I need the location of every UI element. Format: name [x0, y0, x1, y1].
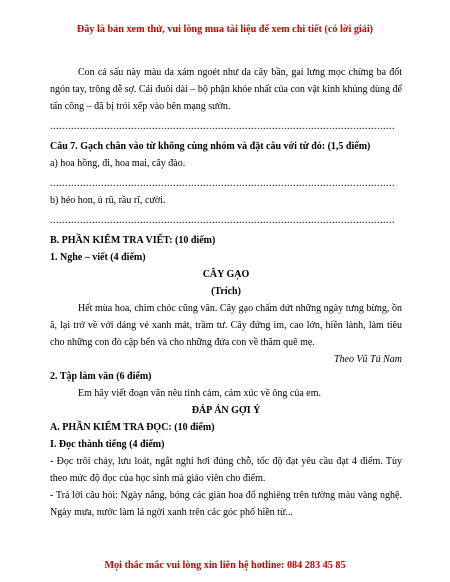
section-b-part2-text: Em hãy viết đoạn văn nêu tình cảm, cảm xúc về ông của em. [78, 388, 321, 399]
passage-paragraph: Con cá sấu này màu da xám ngoét như da cây bần, gai lưng mọc chừng ba đốt ngón tay, trông dễ sợ. Cái đuôi dài – bộ phận khỏe nhất của con vật kinh khủng dùng để tấn công – đã bị trói xếp vào bên mạng sườn. [50, 67, 402, 112]
poem-text: Hết mùa hoa, chim chóc cũng vãn. Cây gạo chấm dứt những ngày tưng bừng, ồn ã, lại trở về với dáng vẻ xanh mát, trầm tư. Cây đứng im, cao lớn, hiền lành, làm tiêu cho những con đò cập bến và cho những đứa con về thăm quê mẹ. [50, 303, 402, 348]
question7-title: Câu 7. Gạch chân vào từ không cùng nhóm và đặt câu với từ đó: (1,5 điểm) [50, 141, 371, 152]
preview-banner: Đây là bản xem thử, vui lòng mua tài liệu để xem chi tiết (có lời giải) [76, 24, 374, 35]
answer-title: ĐÁP ÁN GỢI Ý [191, 405, 261, 416]
poem-subtitle: (Trích) [211, 286, 241, 297]
section-b-part1: 1. Nghe – viết (4 điểm) [50, 252, 146, 263]
poem-author: Theo Vũ Tú Nam [333, 354, 402, 365]
answer-part1: I. Đọc thành tiếng (4 điểm) [50, 439, 165, 450]
hotline-banner: Mọi thắc mắc vui lòng xin liên hệ hotline: 084 283 45 85 [104, 560, 346, 571]
answer-line1: - Đọc trôi chảy, lưu loát, ngắt nghỉ hơi đúng chỗ, tốc độ đạt yêu cầu đạt 4 điểm. Tùy theo mức độ đọc của học sinh mà giáo viên cho điểm. [50, 456, 402, 484]
section-b-title: B. PHẦN KIỂM TRA VIẾT: (10 điểm) [50, 235, 216, 246]
poem-title: CÂY GẠO [202, 269, 250, 280]
question7-option-a: a) hoa hồng, đi, hoa mai, cây đào. [50, 158, 186, 169]
answer-line: ................................................................................................................... [50, 121, 395, 132]
section-b-part2: 2. Tập làm văn (6 điểm) [50, 371, 152, 382]
question7-option-b: b) héo hon, ủ rũ, rầu rĩ, cười. [50, 195, 166, 206]
document-body [50, 64, 402, 521]
answer-line: ................................................................................................................... [50, 215, 395, 226]
answer-section-a: A. PHẦN KIỂM TRA ĐỌC: (10 điểm) [50, 422, 215, 433]
answer-line: ................................................................................................................... [50, 178, 395, 189]
answer-line2: - Trả lời câu hỏi: Ngày nắng, bóng các giàn hoa đổ nghiêng trên tường màu vàng nghệ. Ngày mưa, nước làm lá ngời xanh trên các góc phố hiền từ... [50, 490, 402, 518]
